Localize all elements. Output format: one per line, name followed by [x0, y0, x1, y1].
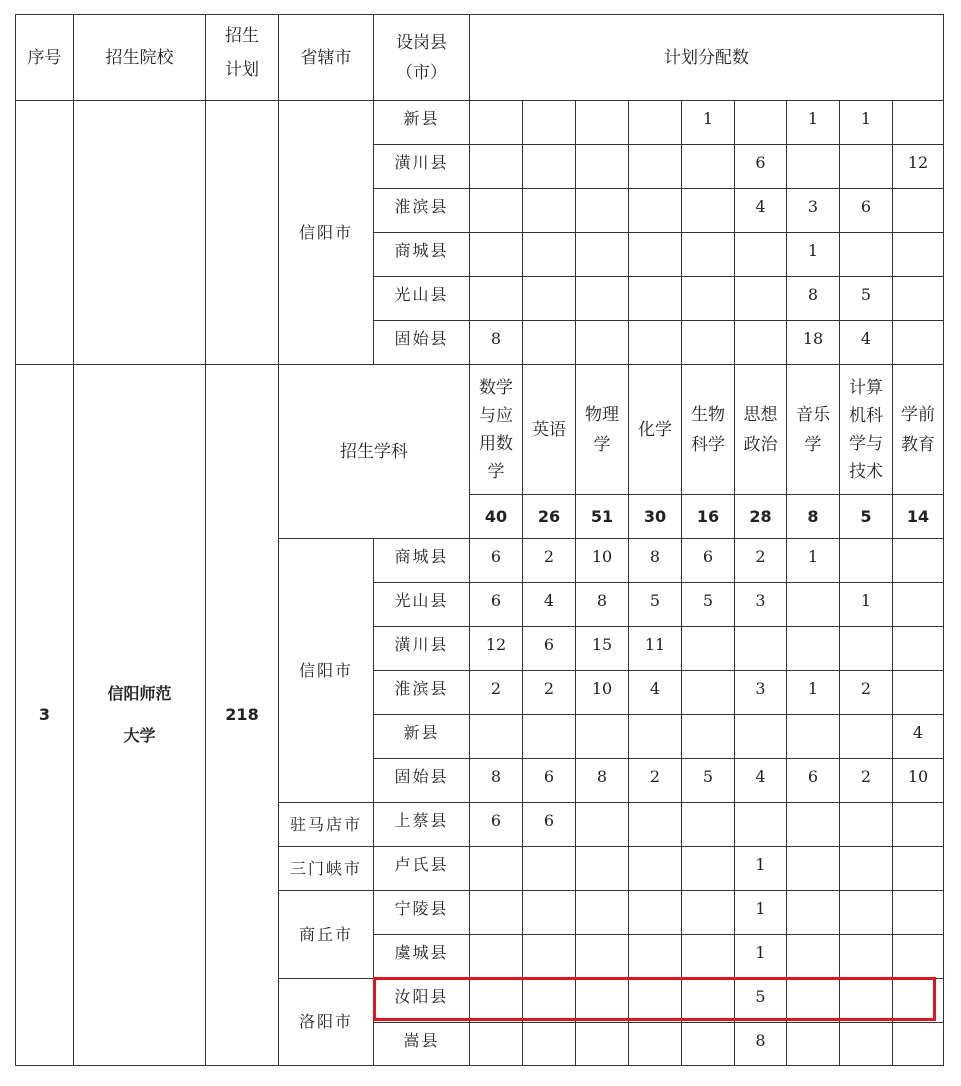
table-cell: [681, 934, 734, 978]
table-cell: [469, 232, 522, 276]
table-cell: [839, 934, 892, 978]
table-cell: [734, 714, 786, 758]
table-cell: 1: [786, 670, 839, 714]
table-cell: [892, 1022, 944, 1066]
table-cell: [469, 144, 522, 188]
table-cell: [786, 934, 839, 978]
table-cell: [522, 144, 575, 188]
table-cell: 15: [575, 626, 628, 670]
table-cell: 10: [575, 538, 628, 582]
table-cell: 2: [839, 670, 892, 714]
table-cell: 10: [575, 670, 628, 714]
table-cell: [892, 890, 944, 934]
header-allocation: 计划分配数: [469, 14, 944, 100]
table-cell: 1: [786, 232, 839, 276]
city-name: 信阳市: [278, 538, 373, 802]
table-cell: [522, 320, 575, 364]
subject-header: 学前 教育: [892, 364, 944, 494]
table-cell: 5: [839, 276, 892, 320]
table-cell: 1: [786, 100, 839, 144]
county-name: 汝阳县: [373, 978, 469, 1022]
table-cell: 3: [734, 670, 786, 714]
table-cell: 8: [469, 320, 522, 364]
subject-total: 51: [575, 494, 628, 538]
table-cell: 1: [839, 582, 892, 626]
table-cell: [892, 802, 944, 846]
subject-total: 16: [681, 494, 734, 538]
table-cell: [786, 626, 839, 670]
county-name: 商城县: [373, 232, 469, 276]
subject-header: 化学: [628, 364, 681, 494]
table-cell: [575, 232, 628, 276]
subject-total: 40: [469, 494, 522, 538]
table-cell: 4: [734, 188, 786, 232]
table-cell: 6: [681, 538, 734, 582]
table-cell: 8: [575, 582, 628, 626]
table-cell: [575, 802, 628, 846]
table-cell: 3: [786, 188, 839, 232]
table-cell: 1: [786, 538, 839, 582]
table-cell: [628, 846, 681, 890]
part1-city: 信阳市: [278, 100, 373, 364]
table-cell: [892, 320, 944, 364]
table-cell: [522, 890, 575, 934]
subject-header: 数学 与应 用数 学: [469, 364, 522, 494]
table-cell: [839, 890, 892, 934]
table-cell: [786, 846, 839, 890]
table-cell: 8: [575, 758, 628, 802]
table-cell: [839, 1022, 892, 1066]
header-school: 招生院校: [73, 14, 205, 100]
subject-total: 5: [839, 494, 892, 538]
table-cell: [522, 846, 575, 890]
table-cell: [628, 232, 681, 276]
subject-total: 8: [786, 494, 839, 538]
table-cell: [681, 320, 734, 364]
county-name: 潢川县: [373, 626, 469, 670]
table-cell: 10: [892, 758, 944, 802]
table-cell: [892, 626, 944, 670]
table-cell: [681, 1022, 734, 1066]
school-name: 信阳师范 大学: [73, 364, 205, 1066]
table-cell: 4: [734, 758, 786, 802]
subject-total: 28: [734, 494, 786, 538]
table-cell: [469, 934, 522, 978]
table-cell: 8: [786, 276, 839, 320]
table-cell: 6: [786, 758, 839, 802]
table-cell: [522, 276, 575, 320]
table-cell: [734, 276, 786, 320]
table-cell: [575, 934, 628, 978]
county-name: 宁陵县: [373, 890, 469, 934]
table-cell: [681, 144, 734, 188]
table-cell: [522, 1022, 575, 1066]
subject-header: 生物 科学: [681, 364, 734, 494]
table-cell: [469, 276, 522, 320]
table-cell: 5: [628, 582, 681, 626]
plan-total: 218: [205, 364, 278, 1066]
table-cell: [839, 626, 892, 670]
table-cell: 6: [469, 582, 522, 626]
table-cell: [892, 846, 944, 890]
table-cell: [575, 890, 628, 934]
table-cell: 2: [469, 670, 522, 714]
table-cell: 6: [522, 626, 575, 670]
table-cell: [681, 188, 734, 232]
header-city: 省辖市: [278, 14, 373, 100]
city-name: 三门峡市: [278, 846, 373, 890]
subject-header: 物理 学: [575, 364, 628, 494]
table-cell: [786, 582, 839, 626]
table-cell: [786, 890, 839, 934]
table-cell: [469, 846, 522, 890]
table-cell: [839, 232, 892, 276]
subjects-label: 招生学科: [278, 364, 469, 538]
county-name: 上蔡县: [373, 802, 469, 846]
table-cell: [681, 714, 734, 758]
part1-plan-cell: [205, 100, 278, 364]
table-cell: [522, 714, 575, 758]
table-cell: [575, 144, 628, 188]
table-cell: [681, 232, 734, 276]
county-name: 虞城县: [373, 934, 469, 978]
part1-seq-cell: [15, 100, 73, 364]
table-cell: [734, 320, 786, 364]
table-cell: 5: [681, 582, 734, 626]
table-cell: [839, 144, 892, 188]
header-county: 设岗县 （市）: [373, 14, 469, 100]
table-cell: [892, 276, 944, 320]
table-cell: [734, 802, 786, 846]
county-name: 卢氏县: [373, 846, 469, 890]
city-name: 驻马店市: [278, 802, 373, 846]
table-cell: [575, 276, 628, 320]
table-cell: 3: [734, 582, 786, 626]
table-cell: 2: [734, 538, 786, 582]
table-cell: 4: [839, 320, 892, 364]
table-cell: 6: [522, 758, 575, 802]
table-cell: [892, 934, 944, 978]
table-cell: [839, 538, 892, 582]
table-cell: 1: [839, 100, 892, 144]
table-cell: [681, 802, 734, 846]
table-cell: [469, 1022, 522, 1066]
table-cell: [734, 626, 786, 670]
table-cell: 1: [734, 846, 786, 890]
table-cell: 1: [734, 890, 786, 934]
table-cell: [628, 188, 681, 232]
table-cell: 6: [734, 144, 786, 188]
table-cell: 12: [469, 626, 522, 670]
table-cell: [892, 582, 944, 626]
table-cell: [892, 670, 944, 714]
table-cell: 18: [786, 320, 839, 364]
part1-school-cell: [73, 100, 205, 364]
table-cell: 5: [734, 978, 786, 1022]
table-cell: [469, 100, 522, 144]
table-cell: 2: [839, 758, 892, 802]
table-cell: 6: [839, 188, 892, 232]
table-cell: 4: [892, 714, 944, 758]
county-name: 光山县: [373, 276, 469, 320]
table-cell: 8: [734, 1022, 786, 1066]
county-name: 新县: [373, 100, 469, 144]
table-cell: [575, 100, 628, 144]
table-cell: [734, 100, 786, 144]
table-cell: 8: [469, 758, 522, 802]
subject-header: 计算 机科 学与 技术: [839, 364, 892, 494]
table-cell: [628, 802, 681, 846]
table-cell: 5: [681, 758, 734, 802]
table-cell: [839, 802, 892, 846]
table-cell: [469, 890, 522, 934]
county-name: 潢川县: [373, 144, 469, 188]
table-cell: [469, 188, 522, 232]
table-cell: 11: [628, 626, 681, 670]
table-cell: [575, 188, 628, 232]
table-cell: [628, 1022, 681, 1066]
table-cell: [522, 100, 575, 144]
table-cell: [628, 320, 681, 364]
county-name: 淮滨县: [373, 188, 469, 232]
table-cell: [575, 1022, 628, 1066]
county-name: 固始县: [373, 320, 469, 364]
table-cell: 2: [628, 758, 681, 802]
header-seq: 序号: [15, 14, 73, 100]
table-cell: [892, 232, 944, 276]
table-cell: 2: [522, 538, 575, 582]
table-cell: [628, 890, 681, 934]
highlight-box: [373, 977, 936, 1021]
table-cell: 12: [892, 144, 944, 188]
table-cell: [628, 934, 681, 978]
table-cell: 4: [628, 670, 681, 714]
table-cell: [628, 276, 681, 320]
table-cell: [786, 714, 839, 758]
table-cell: [734, 232, 786, 276]
table-cell: 4: [522, 582, 575, 626]
table-cell: [892, 188, 944, 232]
table-cell: [681, 276, 734, 320]
county-name: 光山县: [373, 582, 469, 626]
county-name: 商城县: [373, 538, 469, 582]
table-cell: 6: [469, 538, 522, 582]
table-cell: [681, 890, 734, 934]
subject-total: 26: [522, 494, 575, 538]
subject-header: 英语: [522, 364, 575, 494]
table-cell: [522, 934, 575, 978]
subject-total: 30: [628, 494, 681, 538]
table-cell: [786, 144, 839, 188]
table-cell: [628, 714, 681, 758]
row-seq: 3: [15, 364, 73, 1066]
table-cell: [522, 188, 575, 232]
table-cell: 1: [734, 934, 786, 978]
city-name: 洛阳市: [278, 978, 373, 1066]
table-cell: [575, 714, 628, 758]
county-name: 嵩县: [373, 1022, 469, 1066]
table-cell: [575, 846, 628, 890]
table-cell: [839, 714, 892, 758]
city-name: 商丘市: [278, 890, 373, 978]
table-cell: [628, 100, 681, 144]
table-cell: [786, 1022, 839, 1066]
table-cell: [469, 714, 522, 758]
county-name: 淮滨县: [373, 670, 469, 714]
county-name: 新县: [373, 714, 469, 758]
table-cell: 6: [469, 802, 522, 846]
table-cell: [681, 670, 734, 714]
table-cell: [839, 846, 892, 890]
header-plan: 招生 计划: [205, 14, 278, 100]
table-cell: 6: [522, 802, 575, 846]
table-cell: [681, 626, 734, 670]
subject-header: 思想 政治: [734, 364, 786, 494]
subject-total: 14: [892, 494, 944, 538]
table-cell: [522, 232, 575, 276]
table-cell: [681, 846, 734, 890]
subject-header: 音乐 学: [786, 364, 839, 494]
table-cell: 2: [522, 670, 575, 714]
table-cell: [786, 802, 839, 846]
county-name: 固始县: [373, 758, 469, 802]
table-cell: [575, 320, 628, 364]
table-cell: 1: [681, 100, 734, 144]
table-cell: [892, 538, 944, 582]
table-cell: [628, 144, 681, 188]
table-cell: 8: [628, 538, 681, 582]
table-cell: [892, 100, 944, 144]
